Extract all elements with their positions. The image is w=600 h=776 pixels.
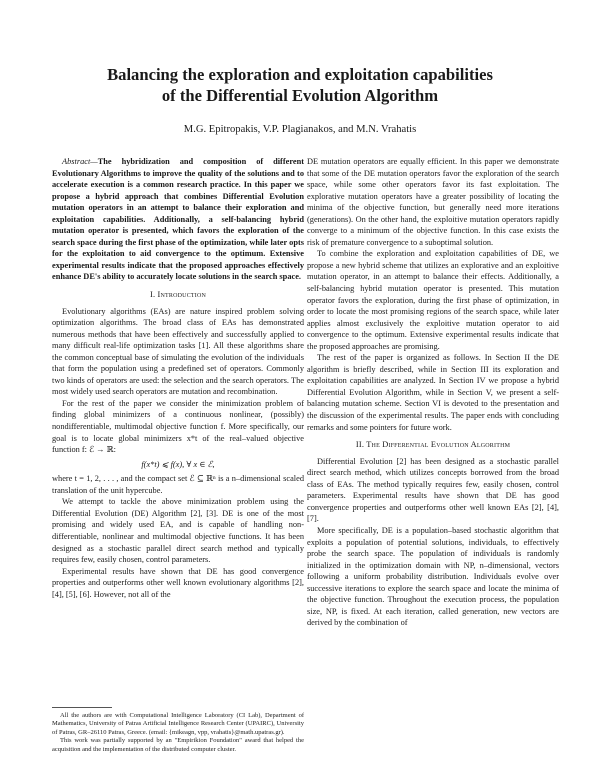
abstract-text: The hybridization and composition of different Evolutionary Algorithms to improve the quality of the solutions and to accelerate execution is a common research practice. In this paper we propose a hybrid approach that combines Differential Evolution mutation operators in an attempt to balance their exploration and exploitation capabilities. Additionally, a self-balancing hybrid mutation operator is presented, which favors the exploration of the search space during the first phase of the optimization, while later opts for the exploitation to aid convergence to the optimum. Extensive experimental results indicate that the proposed approaches effectively enhance DE's ability to accurately locate solutions in the search space. <box>52 157 304 282</box>
footnote-affiliation: All the authors are with Computational Intelligence Laboratory (CI Lab), Department of Mathematics, University of Patras Artificial Intelligence Research Center (UPAIRC), University of Patras, GR–26110 Patras, Greece. (email: {mikeagn, vpp, vrahatis}@math.upatras.gr). <box>52 712 304 736</box>
right-paragraph-4: Differential Evolution [2] has been designed as a stochastic parallel direct search method, which utilizes concepts borrowed from the broad class of EAs. The method typically requires few, easily chosen, control parameters. Experimental results have shown that DE has good convergence properties and outperforms other well known EAs [2], [4], [7]. <box>307 456 559 524</box>
title-line-2: of the Differential Evolution Algorithm <box>161 86 439 105</box>
equation-1: f(x*t) ⩽ f(x), ∀ x ∈ ℰ, <box>141 459 215 469</box>
title-line-1: Balancing the exploration and exploitation capabilities <box>107 65 493 84</box>
authors: M.G. Epitropakis, V.P. Plagianakos, and M.N. Vrahatis <box>183 124 417 135</box>
abstract <box>52 156 304 283</box>
intro-paragraph-4: We attempt to tackle the above minimization problem using the Differential Evolution (DE) Algorithm [2], [3]. DE is one of the most promising and widely used EA, and is capable of handling non-differentiable, nonlinear and multimodal objective functions. It has been designed as a stochastic parallel direct search method and typically requires few, easily chosen, control parameters. <box>52 497 304 565</box>
footnote-funding: This work was partially supported by an "Empirikion Foundation" award that helped the acquisition and the implementation of the distributed computer cluster. <box>52 737 304 753</box>
right-paragraph-5: More specifically, DE is a population–based stochastic algorithm that exploits a population of potential solutions, individuals, to effectively probe the search space. The population of individuals is randomly initialized in the optimization domain with NP, n–dimensional, vectors following a uniform probability distribution. Individuals evolve over successive iterations to explore the search space and locate the minima of the objective function. Throughout the execution process, the population size, NP, is fixed. At each iteration, called generation, new vectors are derived by the combination of <box>307 525 559 628</box>
right-paragraph-1: DE mutation operators are equally efficient. In this paper we demonstrate that some of the DE mutation operators favor the exploration of the search space, while some other operators favor its fast exploitation. The explorative mutation operators have a greater possibility of locating the minima of the objective function, but generally need more iterations (generations). On the other hand, the exploitive mutation operators rapidly converge to a minimum of the objective function. In this case exists the risk of premature convergence to a suboptimal solution. <box>307 157 559 247</box>
right-column <box>307 156 559 629</box>
footnote-rule <box>52 707 112 708</box>
paper-title <box>0 64 600 106</box>
intro-paragraph-3: where t = 1, 2, . . . , and the compact set ℰ ⊆ ℝⁿ is a n–dimensional scaled translation of the unit hypercube. <box>52 474 304 495</box>
abstract-label: Abstract— <box>62 157 98 166</box>
intro-paragraph-2: For the rest of the paper we consider the minimization problem of finding global minimizers of a continuous nonlinear, (possibly) nondifferentiable, multimodal objective function f. More specifically, our goal is to locate global minimizers x*t of the real–valued objective function f: ℰ → ℝ: <box>52 398 304 455</box>
section-1-heading: I. Introduction <box>149 290 207 300</box>
right-paragraph-3: The rest of the paper is organized as follows. In Section II the DE algorithm is briefly described, while in Section III its exploration and exploitation capabilities are analyzed. In Section IV we propose a hybrid Differential Evolution Algorithm, while in Section V, we present a self-balancing mutation scheme. Section VI is devoted to the presentation and the discussion of the experimental results. The paper ends with concluding remarks and some pointers for future work. <box>307 353 559 432</box>
section-2-heading: II. The Differential Evolution Algorithm <box>355 440 511 450</box>
intro-paragraph-1: Evolutionary algorithms (EAs) are nature inspired problem solving optimization algorithms. The broad class of EAs has demonstrated numerous methods that have been effectively and successfully applied to many difficult real-life optimization tasks [1]. All these algorithms share the common conceptual base of simulating the evolution of the individuals that form the population using a predefined set of operators. Commonly two kinds of operators are used: the selection and the search operators. The most widely used search operators are mutation and recombination. <box>52 306 304 397</box>
right-paragraph-2: To combine the exploration and exploitation capabilities of DE, we propose a new hybrid scheme that utilizes an explorative and an exploitive mutation operator, in an attempt to balance their effects. Additionally, a self-balancing hybrid mutation operator is presented. This mutation operator favors the exploration, during the first phase of optimization, in order to locate the most promising regions of the search space, while later applies almost exclusively the exploitive mutation operator to aid convergence to the optimum. Extensive experimental results indicate that the proposed approaches are promising. <box>307 249 559 351</box>
intro-paragraph-5: Experimental results have shown that DE has good convergence properties and outperforms other well known evolutionary algorithms [2], [4], [5], [6]. However, not all of the <box>52 566 304 599</box>
left-column <box>52 156 304 600</box>
footnotes <box>52 712 304 754</box>
